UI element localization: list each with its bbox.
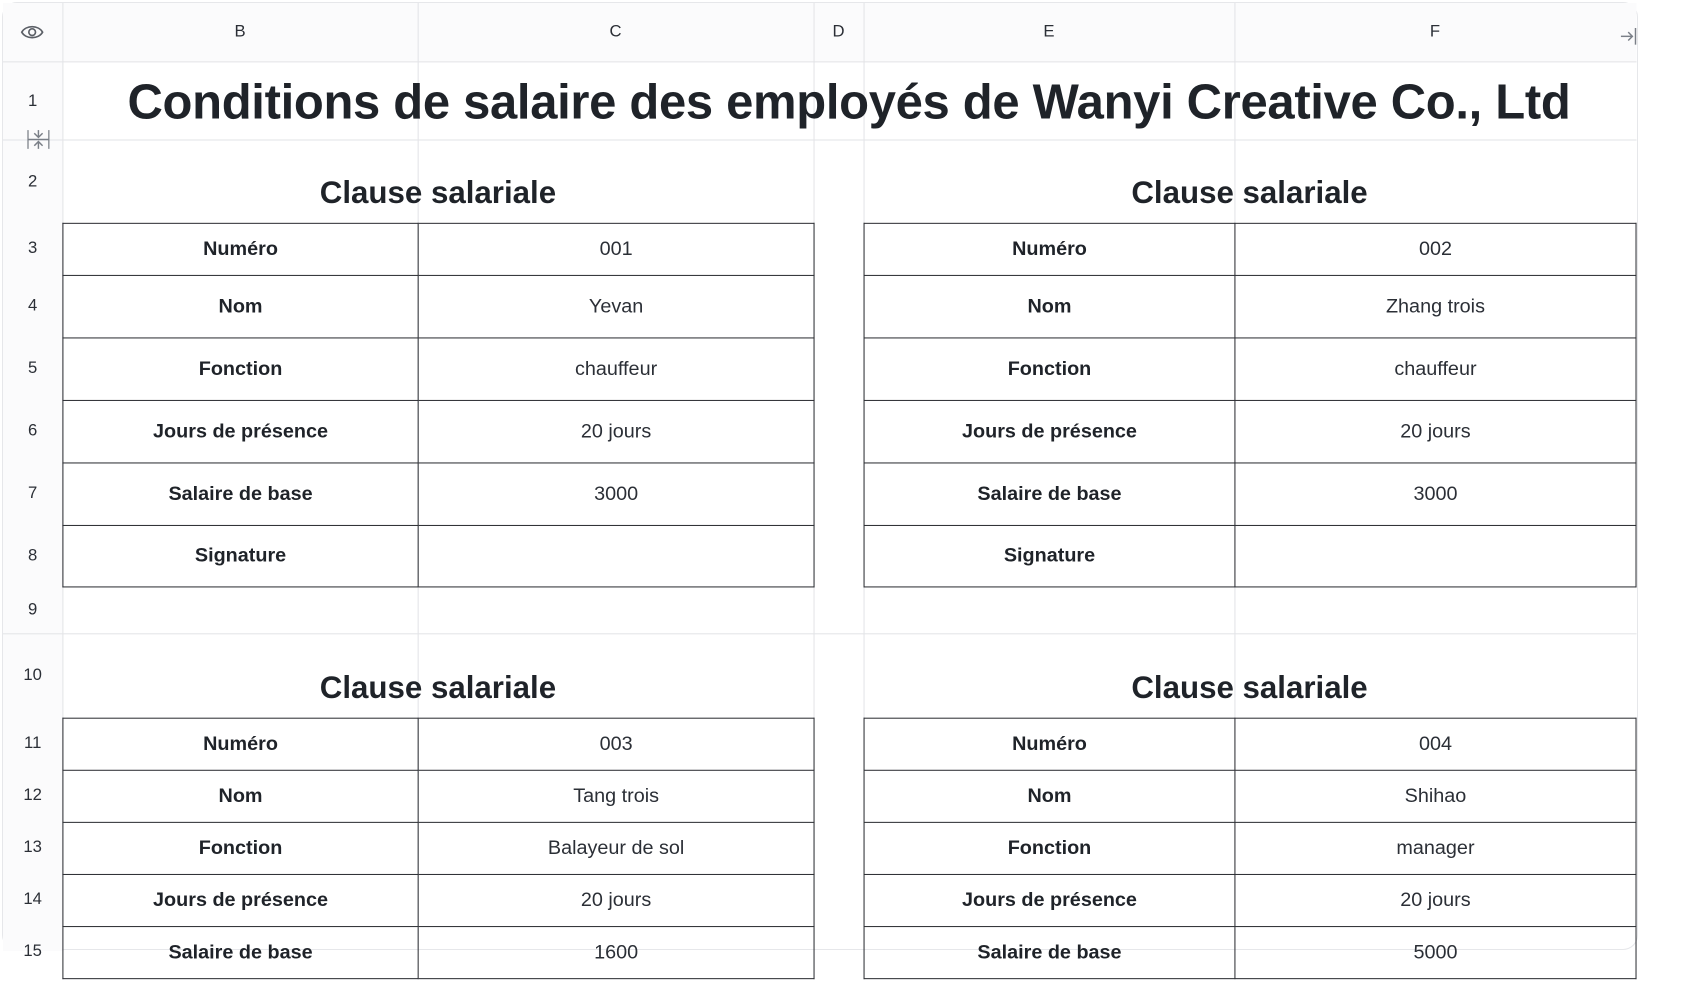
label-nom[interactable]: Nom — [864, 770, 1235, 822]
row-header-4[interactable]: 4 — [28, 296, 38, 315]
row-header-15[interactable]: 15 — [23, 942, 42, 961]
label-jours[interactable]: Jours de présence — [864, 400, 1235, 463]
value-salaire[interactable]: 3000 — [418, 463, 814, 526]
row-header-14[interactable]: 14 — [23, 890, 42, 909]
column-header-e[interactable]: E — [1043, 22, 1055, 41]
clause-table-4 — [864, 718, 1637, 979]
value-fonction[interactable]: Balayeur de sol — [418, 822, 814, 874]
label-nom[interactable]: Nom — [63, 770, 418, 822]
label-signature[interactable]: Signature — [63, 525, 418, 586]
label-jours[interactable]: Jours de présence — [63, 400, 418, 463]
clause-heading-2[interactable]: Clause salariale — [1131, 175, 1368, 211]
value-numero[interactable]: 003 — [418, 718, 814, 770]
table-row — [63, 463, 814, 526]
table-row — [63, 822, 814, 874]
clause-heading-3[interactable]: Clause salariale — [319, 670, 557, 706]
label-fonction[interactable]: Fonction — [864, 338, 1235, 401]
expand-right-icon[interactable] — [1619, 25, 1637, 48]
value-salaire[interactable]: 3000 — [1235, 463, 1636, 526]
label-jours[interactable]: Jours de présence — [864, 874, 1235, 926]
row-header-13[interactable]: 13 — [23, 838, 42, 857]
value-numero[interactable]: 004 — [1235, 718, 1636, 770]
row-header-10[interactable]: 10 — [23, 666, 42, 685]
label-nom[interactable]: Nom — [864, 275, 1235, 338]
row-header-2[interactable]: 2 — [28, 172, 38, 191]
label-fonction[interactable]: Fonction — [63, 822, 418, 874]
row-header-3[interactable]: 3 — [28, 239, 38, 258]
value-salaire[interactable]: 1600 — [418, 927, 814, 979]
table-row — [63, 223, 814, 275]
sheet-title[interactable]: Conditions de salaire des employés de Wanyi Creative Co., Ltd — [127, 73, 1571, 130]
value-jours[interactable]: 20 jours — [1235, 400, 1636, 463]
eye-icon[interactable] — [20, 22, 45, 43]
row-header-8[interactable]: 8 — [28, 546, 38, 565]
label-numero[interactable]: Numéro — [864, 718, 1235, 770]
table-row — [864, 874, 1636, 926]
table-row — [63, 525, 814, 586]
value-fonction[interactable]: chauffeur — [418, 338, 814, 401]
column-header-f[interactable]: F — [1429, 22, 1441, 41]
value-numero[interactable]: 002 — [1235, 223, 1636, 275]
table-row — [63, 927, 814, 979]
label-numero[interactable]: Numéro — [63, 223, 418, 275]
label-salaire[interactable]: Salaire de base — [63, 927, 418, 979]
label-numero[interactable]: Numéro — [864, 223, 1235, 275]
label-salaire[interactable]: Salaire de base — [63, 463, 418, 526]
value-nom[interactable]: Tang trois — [418, 770, 814, 822]
value-fonction[interactable]: manager — [1235, 822, 1636, 874]
table-row — [63, 770, 814, 822]
label-salaire[interactable]: Salaire de base — [864, 927, 1235, 979]
table-row — [864, 223, 1636, 275]
table-row — [864, 822, 1636, 874]
table-row — [63, 874, 814, 926]
column-header-b[interactable]: B — [234, 22, 246, 41]
value-signature[interactable] — [418, 525, 814, 586]
row-header-9[interactable]: 9 — [28, 600, 38, 619]
clause-heading-1[interactable]: Clause salariale — [319, 175, 557, 211]
clause-table-2 — [864, 223, 1637, 588]
value-salaire[interactable]: 5000 — [1235, 927, 1636, 979]
table-row — [864, 525, 1636, 586]
value-nom[interactable]: Shihao — [1235, 770, 1636, 822]
label-numero[interactable]: Numéro — [63, 718, 418, 770]
value-nom[interactable]: Yevan — [418, 275, 814, 338]
row-header-11[interactable]: 11 — [24, 734, 42, 753]
column-header-c[interactable]: C — [609, 22, 622, 41]
table-row — [63, 400, 814, 463]
value-jours[interactable]: 20 jours — [418, 400, 814, 463]
label-fonction[interactable]: Fonction — [864, 822, 1235, 874]
table-row — [864, 770, 1636, 822]
label-signature[interactable]: Signature — [864, 525, 1235, 586]
row-header-12[interactable]: 12 — [23, 786, 42, 805]
clause-table-3 — [62, 718, 814, 979]
table-row — [864, 463, 1636, 526]
table-row — [63, 718, 814, 770]
spreadsheet-view — [3, 3, 1637, 964]
row-header-5[interactable]: 5 — [28, 359, 38, 378]
value-signature[interactable] — [1235, 525, 1636, 586]
clause-heading-4[interactable]: Clause salariale — [1131, 670, 1368, 706]
sheet-canvas — [3, 3, 1705, 989]
label-salaire[interactable]: Salaire de base — [864, 463, 1235, 526]
row-header-1[interactable]: 1 — [28, 92, 38, 111]
table-row — [864, 718, 1636, 770]
label-jours[interactable]: Jours de présence — [63, 874, 418, 926]
table-row — [864, 338, 1636, 401]
table-row — [864, 927, 1636, 979]
table-row — [63, 338, 814, 401]
grid-line — [3, 633, 1637, 634]
table-row — [864, 400, 1636, 463]
value-fonction[interactable]: chauffeur — [1235, 338, 1636, 401]
clause-table-1 — [62, 223, 814, 588]
row-header-6[interactable]: 6 — [28, 421, 38, 440]
row-resize-icon[interactable] — [26, 127, 51, 152]
table-row — [63, 275, 814, 338]
value-jours[interactable]: 20 jours — [418, 874, 814, 926]
column-header-d[interactable]: D — [832, 22, 845, 41]
value-nom[interactable]: Zhang trois — [1235, 275, 1636, 338]
label-fonction[interactable]: Fonction — [63, 338, 418, 401]
row-header-7[interactable]: 7 — [28, 484, 38, 503]
label-nom[interactable]: Nom — [63, 275, 418, 338]
value-jours[interactable]: 20 jours — [1235, 874, 1636, 926]
table-row — [864, 275, 1636, 338]
value-numero[interactable]: 001 — [418, 223, 814, 275]
